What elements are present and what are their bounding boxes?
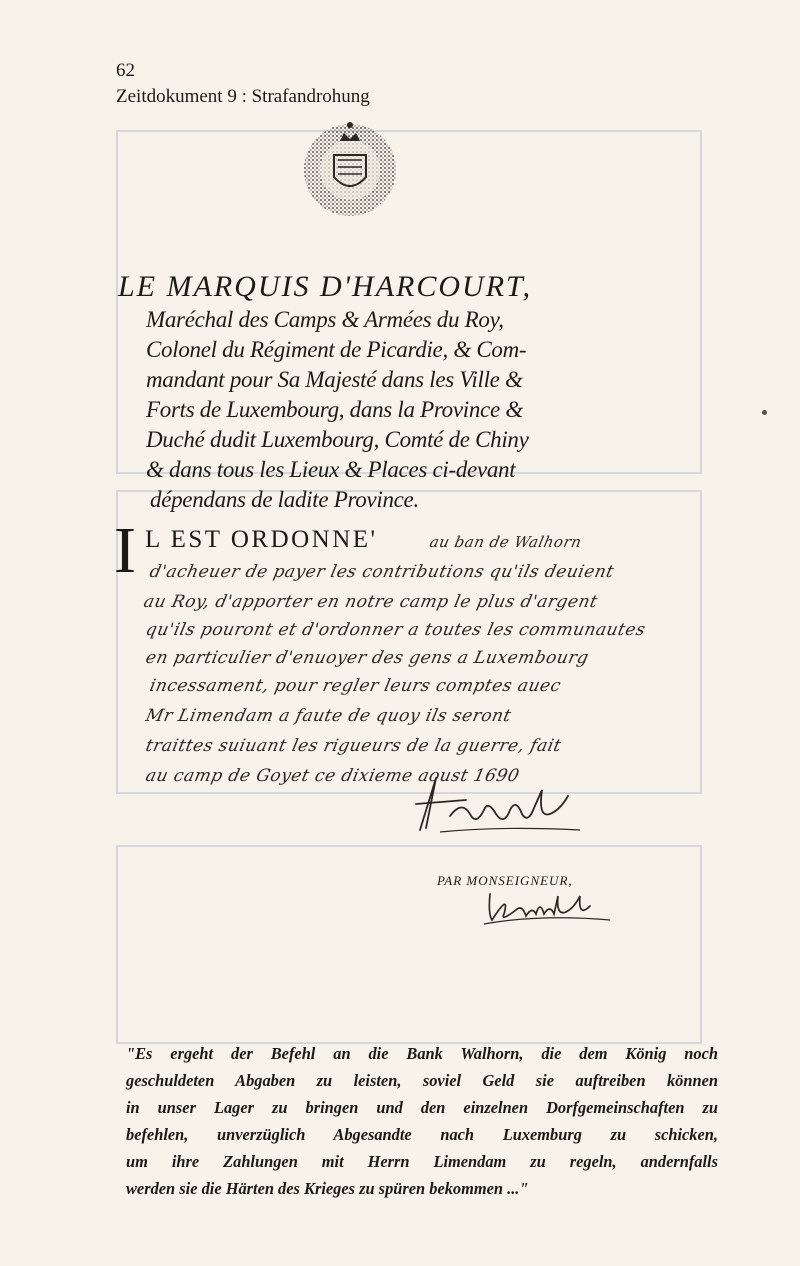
bleed-frame-bottom <box>116 845 702 1044</box>
handwritten-line: Mr Limendam a faute de quoy ils seront <box>143 706 514 726</box>
ordonne-heading: L EST ORDONNE' <box>145 526 378 553</box>
subtitle-line: & dans tous les Lieux & Places ci-devant <box>146 457 516 482</box>
translation-line: befehlen, unverzüglich Abgesandte nach Luxemburg zu schicken, <box>126 1125 718 1144</box>
handwritten-line: d'acheuer de payer les contributions qu'ils deuient <box>147 562 616 582</box>
proclamation-subtitle <box>146 305 616 515</box>
handwritten-line: au camp de Goyet ce dixieme aoust 1690 <box>143 766 522 786</box>
translation-line: in unser Lager zu bringen und den einzelnen Dorfgemeinschaften zu <box>126 1098 718 1117</box>
handwritten-line: traittes suiuant les rigueurs de la guerre, fait <box>143 736 564 756</box>
subtitle-line: mandant pour Sa Majesté dans les Ville & <box>146 367 523 392</box>
handwritten-line: en particulier d'enuoyer des gens a Luxembourg <box>143 648 591 668</box>
translation-line: geschuldeten Abgaben zu leisten, soviel Geld sie auftreiben können <box>126 1071 718 1090</box>
subtitle-line: Colonel du Régiment de Picardie, & Com- <box>146 337 527 362</box>
translation-line: "Es ergeht der Befehl an die Bank Walhorn, die dem König noch <box>126 1044 718 1063</box>
subtitle-line: dépendans de ladite Province. <box>150 487 419 512</box>
translation-line: um ihre Zahlungen mit Herrn Limendam zu regeln, andernfalls <box>126 1152 718 1171</box>
handwritten-line: qu'ils pouront et d'ordonner a toutes les communautes <box>143 620 648 640</box>
translation-line: werden sie die Härten des Krieges zu spüren bekommen ..." <box>126 1179 529 1198</box>
handwritten-line: au ban de Walhorn <box>428 533 584 551</box>
proclamation-title: LE MARQUIS D'HARCOURT, <box>118 270 532 303</box>
page-number: 62 <box>116 60 135 81</box>
drop-cap: I <box>114 514 136 587</box>
subtitle-line: Forts de Luxembourg, dans la Province & <box>146 397 523 422</box>
handwritten-line: au Roy, d'apporter en notre camp le plus d'argent <box>141 592 600 612</box>
handwritten-line: incessament, pour regler leurs comptes auec <box>147 676 563 696</box>
stray-mark <box>762 410 767 415</box>
document-heading: Zeitdokument 9 : Strafandrohung <box>116 86 370 107</box>
subtitle-line: Maréchal des Camps & Armées du Roy, <box>146 307 504 332</box>
harcourt-signature <box>410 770 590 840</box>
par-monseigneur: PAR MONSEIGNEUR, <box>437 873 573 888</box>
secretary-signature <box>470 884 620 932</box>
subtitle-line: Duché dudit Luxembourg, Comté de Chiny <box>146 427 529 452</box>
german-translation <box>126 1040 718 1202</box>
coat-of-arms-seal <box>300 115 400 220</box>
